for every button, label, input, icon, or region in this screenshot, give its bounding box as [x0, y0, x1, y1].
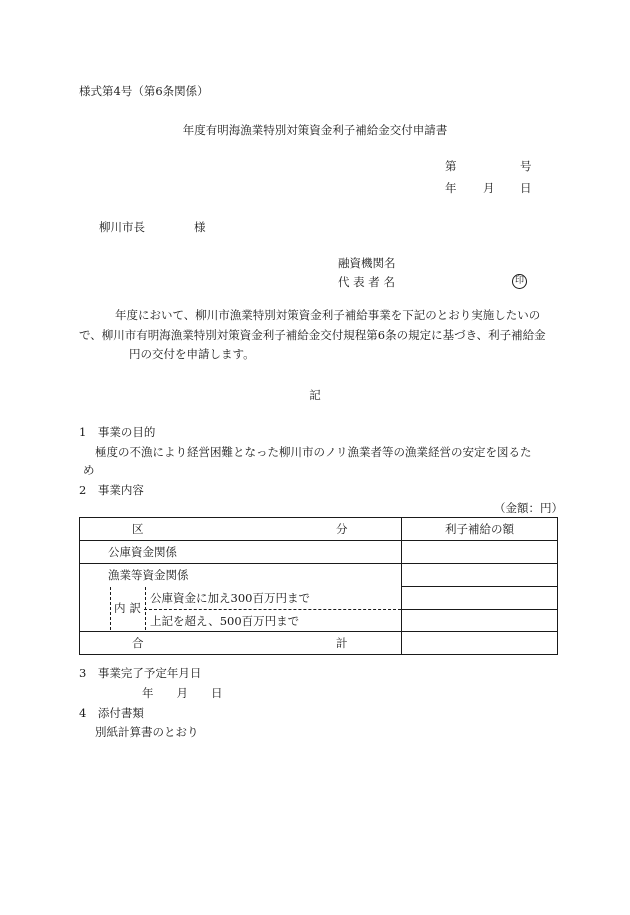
subsidy-table: [79, 517, 558, 655]
institution-label: 融資機関名: [338, 256, 396, 270]
section-4-text: 別紙計算書のとおり: [95, 725, 199, 739]
sub-row-divider: [144, 609, 401, 610]
table-row: [80, 564, 558, 587]
date-row: [445, 180, 535, 196]
total-go: 合: [132, 636, 144, 650]
table-header-row: [80, 518, 558, 541]
ki-heading: 記: [309, 388, 321, 402]
document-title: 年度有明海漁業特別対策資金利子補給金交付申請書: [182, 123, 448, 137]
breakdown-amounts[interactable]: [402, 587, 558, 632]
table-row: [80, 587, 558, 632]
section-1-heading: 1 事業の目的: [79, 425, 156, 439]
addressee-honorific: 様: [194, 220, 206, 234]
breakdown-box: [110, 587, 146, 630]
section-1-text: 極度の不漁により経営困難となった柳川市のノリ漁業者等の漁業経営の安定を図るた: [95, 445, 532, 459]
body-line-3: 円の交付を申請します。: [129, 347, 255, 361]
row-gyogyo-label: 漁業等資金関係: [80, 564, 402, 587]
breakdown-cell: [80, 587, 402, 632]
amount-divider: [402, 609, 557, 610]
date-day: 日: [520, 181, 532, 195]
total-amount[interactable]: [402, 632, 558, 655]
header-ku: 区: [132, 522, 144, 536]
total-kei: 計: [336, 636, 348, 650]
header-amount: 利子補給の額: [402, 518, 558, 541]
section-3-heading: 3 事業完了予定年月日: [79, 666, 202, 680]
row-gyogyo-amount[interactable]: [402, 564, 558, 587]
section-2-heading: 2 事業内容: [79, 483, 144, 497]
breakdown-label: 内訳: [114, 600, 145, 615]
date-month: 月: [483, 181, 495, 195]
sub-row-2-label: 上記を超え、500百万円まで: [150, 613, 300, 628]
body-line-2: で、柳川市有明海漁業特別対策資金利子補給金交付規程第6条の規定に基づき、利子補給金: [79, 327, 546, 342]
seal-mark: 印: [512, 274, 527, 289]
table-total-row: [80, 632, 558, 655]
section-1-text-cont: め: [83, 463, 95, 477]
section-4-heading: 4 添付書類: [79, 706, 144, 720]
number-prefix: 第: [445, 159, 457, 173]
number-suffix: 号: [520, 159, 532, 173]
row-koko-label: 公庫資金関係: [80, 541, 402, 564]
header-bun: 分: [336, 522, 348, 536]
date-year: 年: [445, 181, 457, 195]
document-number-row: [445, 158, 535, 174]
header-category-cell: [80, 518, 402, 541]
form-number: 様式第4号（第6条関係）: [79, 84, 209, 98]
amount-unit: （金額：円）: [494, 501, 563, 515]
completion-date: 年 月 日: [142, 686, 223, 700]
table-row: [80, 541, 558, 564]
sub-row-1-label: 公庫資金に加え300百万円まで: [150, 590, 310, 605]
addressee-name: 柳川市長: [99, 220, 145, 234]
total-label-cell: [80, 632, 402, 655]
representative-label: 代 表 者 名: [338, 275, 395, 289]
row-koko-amount[interactable]: [402, 541, 558, 564]
application-body: [79, 306, 557, 365]
body-line-1: 年度において、柳川市漁業特別対策資金利子補給事業を下記のとおり実施したいの: [115, 308, 541, 322]
